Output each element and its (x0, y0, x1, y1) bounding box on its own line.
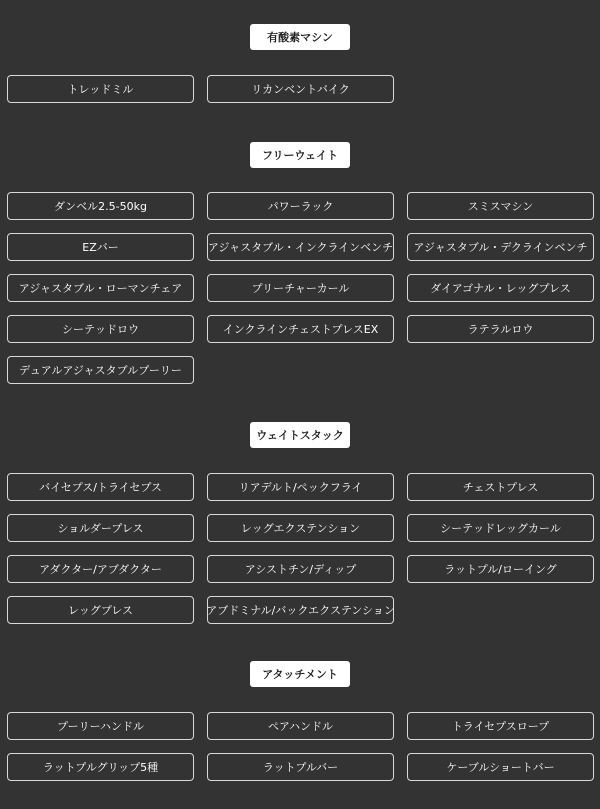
equipment-item[interactable]: アダクター/アブダクター (7, 555, 194, 583)
equipment-grid-attachments (7, 712, 594, 781)
equipment-item[interactable]: ショルダープレス (7, 514, 194, 542)
equipment-item[interactable]: トレッドミル (7, 75, 194, 103)
section-title-cardio: 有酸素マシン (250, 24, 350, 50)
equipment-item[interactable]: アジャスタブル・デクラインベンチ (407, 233, 594, 261)
equipment-item[interactable]: デュアルアジャスタブルプーリー (7, 356, 194, 384)
equipment-item[interactable]: チェストプレス (407, 473, 594, 501)
section-title-free-weight: フリーウェイト (250, 142, 350, 168)
equipment-item[interactable]: ラットプルグリップ5種 (7, 753, 194, 781)
equipment-grid-cardio (7, 75, 594, 103)
equipment-item[interactable]: プーリーハンドル (7, 712, 194, 740)
equipment-item[interactable]: アジャスタブル・ローマンチェア (7, 274, 194, 302)
equipment-item[interactable]: バイセプス/トライセプス (7, 473, 194, 501)
equipment-item[interactable]: インクラインチェストプレスEX (207, 315, 394, 343)
section-title-attachments: アタッチメント (250, 661, 350, 687)
equipment-item[interactable]: ラットプル/ローイング (407, 555, 594, 583)
equipment-item[interactable]: レッグプレス (7, 596, 194, 624)
equipment-grid-weight-stack (7, 473, 594, 624)
equipment-item[interactable]: ダイアゴナル・レッグプレス (407, 274, 594, 302)
equipment-item[interactable]: アシストチン/ディップ (207, 555, 394, 583)
equipment-item[interactable]: スミスマシン (407, 192, 594, 220)
equipment-item[interactable]: ペアハンドル (207, 712, 394, 740)
equipment-item[interactable]: プリーチャーカール (207, 274, 394, 302)
equipment-item[interactable]: ラテラルロウ (407, 315, 594, 343)
equipment-item[interactable]: ラットプルバー (207, 753, 394, 781)
equipment-item[interactable]: シーテッドロウ (7, 315, 194, 343)
equipment-item[interactable]: リアデルト/ペックフライ (207, 473, 394, 501)
equipment-item[interactable]: アジャスタブル・インクラインベンチ (207, 233, 394, 261)
equipment-item[interactable]: リカンベントバイク (207, 75, 394, 103)
equipment-item[interactable]: パワーラック (207, 192, 394, 220)
equipment-item[interactable]: EZバー (7, 233, 194, 261)
equipment-item[interactable]: シーテッドレッグカール (407, 514, 594, 542)
equipment-item[interactable]: トライセプスロープ (407, 712, 594, 740)
equipment-item[interactable]: レッグエクステンション (207, 514, 394, 542)
equipment-item[interactable]: ケーブルショートバー (407, 753, 594, 781)
equipment-grid-free-weight (7, 192, 594, 384)
equipment-item[interactable]: ダンベル2.5-50kg (7, 192, 194, 220)
equipment-item[interactable]: アブドミナル/バックエクステンション (207, 596, 394, 624)
section-title-weight-stack: ウェイトスタック (250, 422, 350, 448)
